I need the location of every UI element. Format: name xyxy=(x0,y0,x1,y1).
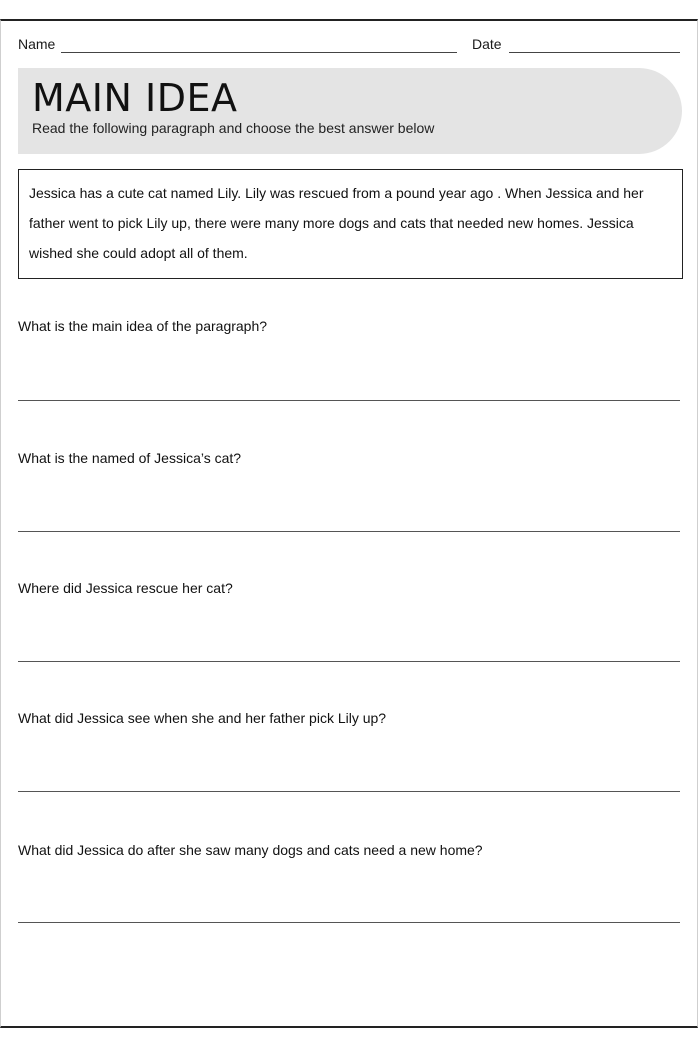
reading-passage: Jessica has a cute cat named Lily. Lily was rescued from a pound year ago . When Jessica and her father went to pick Lily up, there were many more dogs and cats that needed new homes. Jessica wished she could adopt all of them. xyxy=(18,169,683,279)
date-field[interactable] xyxy=(509,52,680,53)
instructions: Read the following paragraph and choose the best answer below xyxy=(32,120,435,136)
date-label: Date xyxy=(472,36,502,52)
answer-line-2[interactable] xyxy=(18,531,680,532)
question-5: What did Jessica do after she saw many dogs and cats need a new home? xyxy=(18,842,483,858)
question-3: Where did Jessica rescue her cat? xyxy=(18,580,233,596)
name-field[interactable] xyxy=(61,52,457,53)
question-2: What is the named of Jessica’s cat? xyxy=(18,450,242,466)
answer-line-5[interactable] xyxy=(18,922,680,923)
page-title: MAIN IDEA xyxy=(32,76,238,120)
answer-line-4[interactable] xyxy=(18,791,680,792)
question-4: What did Jessica see when she and her father pick Lily up? xyxy=(18,710,387,726)
answer-line-1[interactable] xyxy=(18,400,680,401)
title-banner xyxy=(18,68,682,154)
name-label: Name xyxy=(18,36,56,52)
question-1: What is the main idea of the paragraph? xyxy=(18,318,268,334)
answer-line-3[interactable] xyxy=(18,661,680,662)
